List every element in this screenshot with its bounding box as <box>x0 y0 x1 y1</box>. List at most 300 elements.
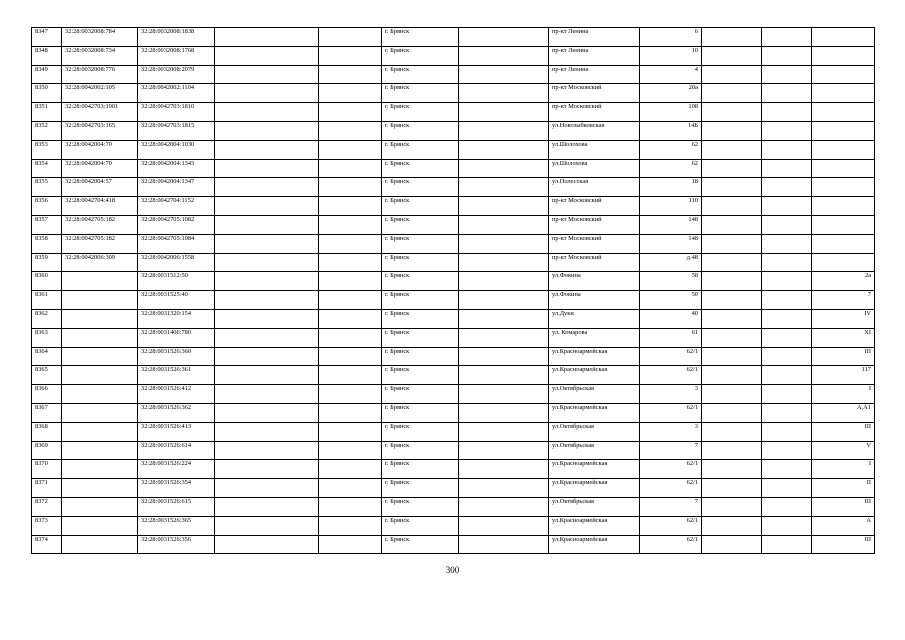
cadastral-number-cell: 32:28:0031526:365 <box>138 516 215 535</box>
empty-cell <box>215 422 319 441</box>
cadastral-parent-cell <box>62 441 138 460</box>
city-cell: г. Брянск <box>382 140 459 159</box>
empty-cell <box>459 347 549 366</box>
empty-cell <box>319 403 382 422</box>
premises-cell <box>812 65 875 84</box>
house-number-cell: 148 <box>640 215 702 234</box>
street-cell: ул.Полесская <box>549 178 640 197</box>
premises-cell <box>812 140 875 159</box>
empty-cell <box>215 385 319 404</box>
table-row <box>32 178 875 197</box>
empty-cell <box>319 103 382 122</box>
empty-cell <box>762 422 812 441</box>
cadastral-number-cell: 32:28:0031526:412 <box>138 385 215 404</box>
empty-cell <box>702 234 762 253</box>
empty-cell <box>702 65 762 84</box>
city-cell: г. Брянск <box>382 535 459 554</box>
cadastral-number-cell: 32:28:0031512:50 <box>138 272 215 291</box>
cadastral-parent-cell: 32:28:0042004:70 <box>62 159 138 178</box>
empty-cell <box>319 215 382 234</box>
empty-cell <box>319 328 382 347</box>
empty-cell <box>215 328 319 347</box>
premises-cell <box>812 28 875 47</box>
city-cell: г. Брянск <box>382 121 459 140</box>
cadastral-number-cell: 32:28:0031526:361 <box>138 366 215 385</box>
city-cell: г. Брянск <box>382 197 459 216</box>
street-cell: пр-кт Московский <box>549 215 640 234</box>
row-number-cell: 8364 <box>32 347 62 366</box>
street-cell: пр-кт Ленина <box>549 28 640 47</box>
table-row <box>32 516 875 535</box>
empty-cell <box>459 497 549 516</box>
city-cell: г. Брянск <box>382 309 459 328</box>
cadastral-parent-cell <box>62 385 138 404</box>
street-cell: ул.Красноармейская <box>549 479 640 498</box>
house-number-cell: 148 <box>640 234 702 253</box>
city-cell: г. Брянск <box>382 28 459 47</box>
cadastral-number-cell: 32:28:0031320:154 <box>138 309 215 328</box>
empty-cell <box>215 46 319 65</box>
empty-cell <box>762 535 812 554</box>
row-number-cell: 8369 <box>32 441 62 460</box>
empty-cell <box>319 84 382 103</box>
row-number-cell: 8360 <box>32 272 62 291</box>
row-number-cell: 8350 <box>32 84 62 103</box>
empty-cell <box>319 479 382 498</box>
cadastral-number-cell: 32:28:0042006:1558 <box>138 253 215 272</box>
table-row <box>32 291 875 310</box>
empty-cell <box>762 103 812 122</box>
row-number-cell: 8348 <box>32 46 62 65</box>
premises-cell <box>812 159 875 178</box>
house-number-cell: 18 <box>640 178 702 197</box>
empty-cell <box>702 253 762 272</box>
empty-cell <box>459 159 549 178</box>
street-cell: ул.Шолохова <box>549 140 640 159</box>
cadastral-parent-cell: 32:28:0042705:182 <box>62 234 138 253</box>
city-cell: г. Брянск <box>382 479 459 498</box>
empty-cell <box>215 347 319 366</box>
empty-cell <box>702 535 762 554</box>
cadastral-number-cell: 32:28:0032008:2079 <box>138 65 215 84</box>
cadastral-parent-cell <box>62 272 138 291</box>
empty-cell <box>215 215 319 234</box>
empty-cell <box>459 403 549 422</box>
cadastral-parent-cell <box>62 535 138 554</box>
empty-cell <box>215 497 319 516</box>
house-number-cell: 62/1 <box>640 366 702 385</box>
premises-cell <box>812 46 875 65</box>
cadastral-number-cell: 32:28:0032008:1838 <box>138 28 215 47</box>
premises-cell: V <box>812 441 875 460</box>
city-cell: г. Брянск <box>382 234 459 253</box>
empty-cell <box>459 121 549 140</box>
house-number-cell: 62/1 <box>640 516 702 535</box>
house-number-cell: 62/1 <box>640 347 702 366</box>
table-row <box>32 28 875 47</box>
house-number-cell: 61 <box>640 328 702 347</box>
city-cell: г. Брянск <box>382 460 459 479</box>
premises-cell: XI <box>812 328 875 347</box>
table-row <box>32 309 875 328</box>
cadastral-number-cell: 32:28:0031406:780 <box>138 328 215 347</box>
table-row <box>32 46 875 65</box>
cadastral-parent-cell <box>62 422 138 441</box>
row-number-cell: 8356 <box>32 197 62 216</box>
cadastral-parent-cell <box>62 479 138 498</box>
street-cell: пр-кт Ленина <box>549 46 640 65</box>
empty-cell <box>762 197 812 216</box>
empty-cell <box>762 178 812 197</box>
cadastral-parent-cell: 32:28:0042703:165 <box>62 121 138 140</box>
city-cell: г. Брянск <box>382 516 459 535</box>
table-row <box>32 347 875 366</box>
empty-cell <box>762 516 812 535</box>
empty-cell <box>319 28 382 47</box>
street-cell: ул.Красноармейская <box>549 535 640 554</box>
cadastral-parent-cell: 32:28:0042704:418 <box>62 197 138 216</box>
empty-cell <box>319 197 382 216</box>
empty-cell <box>459 28 549 47</box>
empty-cell <box>762 234 812 253</box>
empty-cell <box>459 385 549 404</box>
empty-cell <box>459 535 549 554</box>
house-number-cell: 62/1 <box>640 479 702 498</box>
table-row <box>32 84 875 103</box>
empty-cell <box>702 403 762 422</box>
table-row <box>32 385 875 404</box>
empty-cell <box>215 309 319 328</box>
city-cell: г. Брянск <box>382 497 459 516</box>
empty-cell <box>215 516 319 535</box>
row-number-cell: 8367 <box>32 403 62 422</box>
street-cell: ул.Красноармейская <box>549 403 640 422</box>
empty-cell <box>215 103 319 122</box>
street-cell: ул.Октябрьская <box>549 385 640 404</box>
street-cell: ул.Фокина <box>549 291 640 310</box>
cadastral-parent-cell <box>62 309 138 328</box>
street-cell: пр-кт Московский <box>549 197 640 216</box>
empty-cell <box>215 140 319 159</box>
row-number-cell: 8347 <box>32 28 62 47</box>
empty-cell <box>702 441 762 460</box>
street-cell: ул.Красноармейская <box>549 516 640 535</box>
empty-cell <box>762 84 812 103</box>
cadastral-parent-cell: 32:28:0042004:70 <box>62 140 138 159</box>
cadastral-parent-cell <box>62 347 138 366</box>
empty-cell <box>459 215 549 234</box>
empty-cell <box>319 309 382 328</box>
row-number-cell: 8362 <box>32 309 62 328</box>
row-number-cell: 8358 <box>32 234 62 253</box>
empty-cell <box>459 328 549 347</box>
cadastral-number-cell: 32:28:0042705:1082 <box>138 215 215 234</box>
house-number-cell: 40 <box>640 309 702 328</box>
empty-cell <box>762 28 812 47</box>
table-row <box>32 422 875 441</box>
empty-cell <box>459 441 549 460</box>
cadastral-number-cell: 32:28:0042004:1347 <box>138 178 215 197</box>
empty-cell <box>762 403 812 422</box>
empty-cell <box>215 65 319 84</box>
premises-cell: I <box>812 460 875 479</box>
empty-cell <box>702 215 762 234</box>
house-number-cell: 7 <box>640 441 702 460</box>
table-row <box>32 441 875 460</box>
empty-cell <box>702 84 762 103</box>
empty-cell <box>702 422 762 441</box>
house-number-cell: 62/1 <box>640 460 702 479</box>
empty-cell <box>215 366 319 385</box>
street-cell: ул.Красноармейская <box>549 347 640 366</box>
street-cell: пр-кт Ленина <box>549 65 640 84</box>
empty-cell <box>762 385 812 404</box>
cadastral-parent-cell: 32:28:0032008:776 <box>62 65 138 84</box>
table-row <box>32 215 875 234</box>
premises-cell: 7 <box>812 291 875 310</box>
city-cell: г. Брянск <box>382 272 459 291</box>
empty-cell <box>215 121 319 140</box>
cadastral-number-cell: 32:28:0042705:1084 <box>138 234 215 253</box>
empty-cell <box>215 253 319 272</box>
city-cell: г. Брянск <box>382 366 459 385</box>
row-number-cell: 8366 <box>32 385 62 404</box>
cadastral-number-cell: 32:28:0032008:1768 <box>138 46 215 65</box>
street-cell: пр-кт Московский <box>549 253 640 272</box>
row-number-cell: 8374 <box>32 535 62 554</box>
empty-cell <box>459 272 549 291</box>
empty-cell <box>215 234 319 253</box>
street-cell: ул.Фокина <box>549 272 640 291</box>
row-number-cell: 8349 <box>32 65 62 84</box>
table-row <box>32 403 875 422</box>
empty-cell <box>215 441 319 460</box>
empty-cell <box>319 178 382 197</box>
row-number-cell: 8371 <box>32 479 62 498</box>
empty-cell <box>215 403 319 422</box>
empty-cell <box>459 309 549 328</box>
empty-cell <box>702 140 762 159</box>
table-row <box>32 535 875 554</box>
table-body <box>32 28 875 554</box>
row-number-cell: 8368 <box>32 422 62 441</box>
empty-cell <box>319 422 382 441</box>
empty-cell <box>459 422 549 441</box>
house-number-cell: 6 <box>640 28 702 47</box>
empty-cell <box>702 479 762 498</box>
empty-cell <box>702 385 762 404</box>
cadastral-parent-cell <box>62 328 138 347</box>
empty-cell <box>319 65 382 84</box>
empty-cell <box>459 234 549 253</box>
house-number-cell: 20а <box>640 84 702 103</box>
empty-cell <box>702 516 762 535</box>
cadastral-parent-cell <box>62 460 138 479</box>
cadastral-number-cell: 32:28:0031526:360 <box>138 347 215 366</box>
street-cell: ул. Комарова <box>549 328 640 347</box>
cadastral-number-cell: 32:28:0031525:40 <box>138 291 215 310</box>
row-number-cell: 8373 <box>32 516 62 535</box>
row-number-cell: 8354 <box>32 159 62 178</box>
cadastral-number-cell: 32:28:0042703:1810 <box>138 103 215 122</box>
empty-cell <box>319 253 382 272</box>
empty-cell <box>762 479 812 498</box>
cadastral-number-cell: 32:28:0042002:1104 <box>138 84 215 103</box>
empty-cell <box>215 197 319 216</box>
empty-cell <box>702 272 762 291</box>
cadastral-parent-cell <box>62 497 138 516</box>
cadastral-parent-cell: 32:28:0042705:182 <box>62 215 138 234</box>
street-cell: пр-кт Московский <box>549 103 640 122</box>
empty-cell <box>702 309 762 328</box>
table-row <box>32 479 875 498</box>
premises-cell: IV <box>812 309 875 328</box>
row-number-cell: 8370 <box>32 460 62 479</box>
street-cell: ул.Шолохова <box>549 159 640 178</box>
cadastral-number-cell: 32:28:0031526:615 <box>138 497 215 516</box>
city-cell: г. Брянск <box>382 291 459 310</box>
row-number-cell: 8357 <box>32 215 62 234</box>
empty-cell <box>459 253 549 272</box>
premises-cell: 2а <box>812 272 875 291</box>
empty-cell <box>459 103 549 122</box>
empty-cell <box>319 347 382 366</box>
city-cell: г. Брянск <box>382 159 459 178</box>
cadastral-number-cell: 32:28:0042704:1152 <box>138 197 215 216</box>
cadastral-number-cell: 32:28:0031526:354 <box>138 479 215 498</box>
empty-cell <box>762 272 812 291</box>
empty-cell <box>319 441 382 460</box>
city-cell: г. Брянск <box>382 441 459 460</box>
empty-cell <box>215 535 319 554</box>
empty-cell <box>702 178 762 197</box>
cadastral-parent-cell: 32:28:0042006:309 <box>62 253 138 272</box>
city-cell: г. Брянск <box>382 328 459 347</box>
empty-cell <box>762 366 812 385</box>
premises-cell: III <box>812 347 875 366</box>
row-number-cell: 8352 <box>32 121 62 140</box>
house-number-cell: 3 <box>640 385 702 404</box>
premises-cell <box>812 103 875 122</box>
empty-cell <box>762 347 812 366</box>
table-row <box>32 140 875 159</box>
premises-cell <box>812 234 875 253</box>
premises-cell: А <box>812 516 875 535</box>
empty-cell <box>215 28 319 47</box>
cadastral-parent-cell: 32:28:0042703:1901 <box>62 103 138 122</box>
empty-cell <box>702 197 762 216</box>
empty-cell <box>762 65 812 84</box>
cadastral-parent-cell <box>62 366 138 385</box>
street-cell: ул.Дуки <box>549 309 640 328</box>
table-row <box>32 253 875 272</box>
premises-cell <box>812 253 875 272</box>
empty-cell <box>702 159 762 178</box>
cadastral-parent-cell: 32:28:0042004:57 <box>62 178 138 197</box>
empty-cell <box>319 291 382 310</box>
empty-cell <box>459 366 549 385</box>
city-cell: г. Брянск <box>382 215 459 234</box>
cadastral-number-cell: 32:28:0042004:1030 <box>138 140 215 159</box>
empty-cell <box>762 291 812 310</box>
empty-cell <box>459 178 549 197</box>
empty-cell <box>215 291 319 310</box>
table-row <box>32 366 875 385</box>
street-cell: ул.Октябрьская <box>549 441 640 460</box>
house-number-cell: 50 <box>640 291 702 310</box>
city-cell: г. Брянск <box>382 403 459 422</box>
premises-cell: I <box>812 385 875 404</box>
street-cell: ул.Новозыбковская <box>549 121 640 140</box>
empty-cell <box>319 46 382 65</box>
cadastral-number-cell: 32:28:0042703:1815 <box>138 121 215 140</box>
cadastral-number-cell: 32:28:0031526:614 <box>138 441 215 460</box>
city-cell: г. Брянск <box>382 347 459 366</box>
empty-cell <box>319 272 382 291</box>
empty-cell <box>459 460 549 479</box>
empty-cell <box>702 291 762 310</box>
empty-cell <box>762 121 812 140</box>
empty-cell <box>702 28 762 47</box>
table-row <box>32 497 875 516</box>
page-number: 300 <box>445 565 460 575</box>
empty-cell <box>459 140 549 159</box>
premises-cell <box>812 84 875 103</box>
premises-cell: А,А1 <box>812 403 875 422</box>
house-number-cell: 62 <box>640 159 702 178</box>
city-cell: г. Брянск <box>382 46 459 65</box>
house-number-cell: 58 <box>640 272 702 291</box>
table-row <box>32 460 875 479</box>
table-row <box>32 103 875 122</box>
empty-cell <box>762 441 812 460</box>
empty-cell <box>459 197 549 216</box>
premises-cell: III <box>812 497 875 516</box>
premises-cell <box>812 215 875 234</box>
empty-cell <box>702 366 762 385</box>
premises-cell: II <box>812 479 875 498</box>
cadastral-number-cell: 32:28:0031526:362 <box>138 403 215 422</box>
city-cell: г. Брянск <box>382 385 459 404</box>
table-row <box>32 197 875 216</box>
empty-cell <box>459 84 549 103</box>
cadastral-parent-cell <box>62 403 138 422</box>
empty-cell <box>702 460 762 479</box>
empty-cell <box>319 159 382 178</box>
city-cell: г. Брянск <box>382 84 459 103</box>
cadastral-parent-cell <box>62 291 138 310</box>
empty-cell <box>215 84 319 103</box>
empty-cell <box>762 497 812 516</box>
street-cell: ул.Октябрьская <box>549 422 640 441</box>
premises-cell: 117 <box>812 366 875 385</box>
empty-cell <box>319 140 382 159</box>
empty-cell <box>459 479 549 498</box>
cadastral-parent-cell: 32:28:0042002:105 <box>62 84 138 103</box>
empty-cell <box>215 479 319 498</box>
row-number-cell: 8355 <box>32 178 62 197</box>
empty-cell <box>215 272 319 291</box>
empty-cell <box>459 516 549 535</box>
cadastral-parent-cell: 32:28:0032008:784 <box>62 28 138 47</box>
empty-cell <box>762 159 812 178</box>
empty-cell <box>762 253 812 272</box>
row-number-cell: 8353 <box>32 140 62 159</box>
empty-cell <box>319 385 382 404</box>
street-cell: ул.Октябрьская <box>549 497 640 516</box>
house-number-cell: 10 <box>640 46 702 65</box>
empty-cell <box>215 159 319 178</box>
